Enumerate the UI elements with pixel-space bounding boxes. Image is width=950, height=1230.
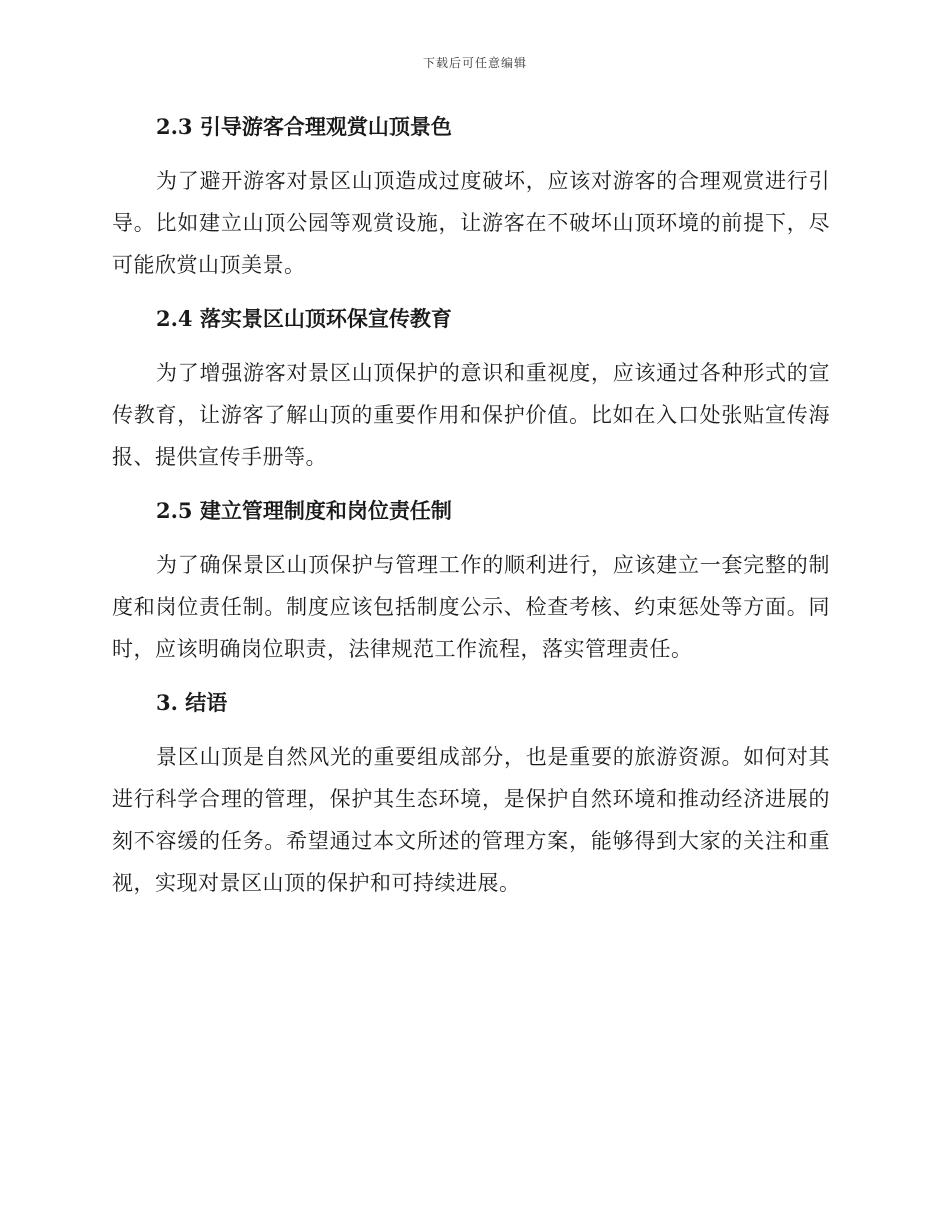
section-paragraph-2-4: 为了增强游客对景区山顶保护的意识和重视度，应该通过各种形式的宣传教育，让游客了解山顶的重要作用和保护价值。比如在入口处张贴宣传海报、提供宣传手册等。	[112, 361, 830, 469]
page-header-note: 下载后可任意编辑	[422, 56, 527, 70]
section-heading-2-3: 2.3 引导游客合理观赏山顶景色	[156, 114, 452, 139]
section-heading-2-4: 2.4 落实景区山顶环保宣传教育	[156, 306, 452, 331]
section-paragraph-2-3: 为了避开游客对景区山顶造成过度破坏，应该对游客的合理观赏进行引导。比如建立山顶公园等观赏设施，让游客在不破坏山顶环境的前提下，尽可能欣赏山顶美景。	[112, 169, 830, 277]
document-body	[112, 110, 830, 904]
section-paragraph-conclusion: 景区山顶是自然风光的重要组成部分，也是重要的旅游资源。如何对其进行科学合理的管理，保护其生态环境，是保护自然环境和推动经济进展的刻不容缓的任务。希望通过本文所述的管理方案，能够得到大家的关注和重视，实现对景区山顶的保护和可持续进展。	[112, 745, 830, 895]
section-paragraph-2-5: 为了确保景区山顶保护与管理工作的顺利进行，应该建立一套完整的制度和岗位责任制。制度应该包括制度公示、检查考核、约束惩处等方面。同时，应该明确岗位职责，法律规范工作流程，落实管理责任。	[112, 553, 830, 661]
section-heading-2-5: 2.5 建立管理制度和岗位责任制	[156, 498, 452, 523]
section-heading-conclusion: 3. 结语	[156, 690, 228, 715]
